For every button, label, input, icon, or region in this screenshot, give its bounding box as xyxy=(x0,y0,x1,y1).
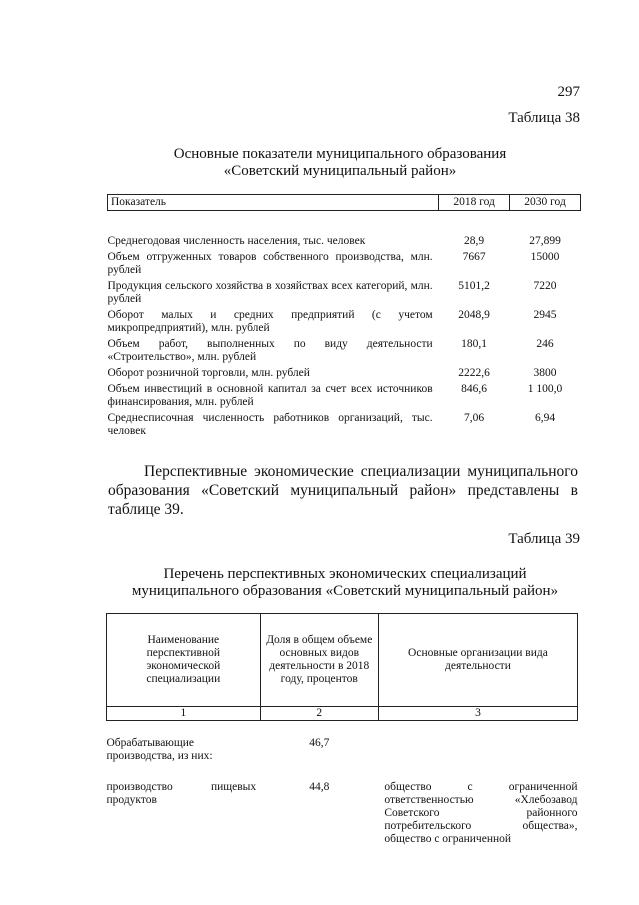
table39-title xyxy=(108,566,582,600)
table-row xyxy=(107,781,578,846)
table-row xyxy=(108,309,581,338)
column-number: 3 xyxy=(378,707,577,721)
header-share: Доля в общем объеме основных видов деятельности в 2018 году, процентов xyxy=(260,614,378,707)
row-value-2030: 15000 xyxy=(530,251,560,263)
table-row xyxy=(107,721,578,782)
row-value-2018: 7667 xyxy=(462,251,486,263)
row-name: Объем инвестиций в основной капитал за счет всех источников финансирования, млн. рублей xyxy=(107,383,433,408)
table-row xyxy=(108,280,581,309)
row-value-2018: 28,9 xyxy=(464,235,485,247)
table-row xyxy=(108,367,581,383)
row-value-2030: 1 100,0 xyxy=(527,383,563,395)
row-organizations: общество с ограниченной ответственностью «Хлебозавод Советского районного потребительского общества», общество с ограниченной xyxy=(384,781,578,845)
row-value-2030: 7220 xyxy=(533,280,557,292)
row-share: 46,7 xyxy=(309,737,330,749)
row-value-2018: 2048,9 xyxy=(458,309,490,321)
row-value-2030: 2945 xyxy=(533,309,557,321)
row-share: 44,8 xyxy=(309,781,330,793)
row-value-2018: 5101,2 xyxy=(458,280,490,292)
table38-title-line2: «Советский муниципальный район» xyxy=(223,163,457,179)
header-2030: 2030 год xyxy=(510,195,581,211)
table-row xyxy=(108,383,581,412)
table39-label: Таблица 39 xyxy=(508,531,580,547)
table-row xyxy=(108,251,581,280)
table-row xyxy=(108,338,581,367)
row-value-2018: 846,6 xyxy=(461,383,488,395)
indicators-table xyxy=(107,194,581,441)
header-indicator: Показатель xyxy=(108,195,439,211)
row-name: Объем отгруженных товаров собственного производства, млн. рублей xyxy=(107,251,433,276)
row-name: Оборот малых и средних предприятий (с учетом микропредприятий), млн. рублей xyxy=(107,309,433,334)
table38-title xyxy=(110,146,570,180)
row-name: Объем работ, выполненных по виду деятельности «Строительство», млн. рублей xyxy=(107,338,433,363)
header-2018: 2018 год xyxy=(439,195,510,211)
column-number: 1 xyxy=(107,707,261,721)
row-value-2030: 27,899 xyxy=(529,235,561,247)
page-number: 297 xyxy=(557,84,580,100)
row-name: Среднегодовая численность населения, тыс. человек xyxy=(107,235,366,247)
table-row xyxy=(108,412,581,441)
header-organizations: Основные организации вида деятельности xyxy=(378,614,577,707)
row-value-2030: 3800 xyxy=(533,367,557,379)
table-header-row xyxy=(107,614,578,707)
table-header-row xyxy=(108,195,581,211)
specializations-table xyxy=(106,613,578,846)
row-value-2018: 2222,6 xyxy=(458,367,490,379)
row-name: Продукция сельского хозяйства в хозяйствах всех категорий, млн. рублей xyxy=(107,280,433,305)
body-paragraph xyxy=(108,462,578,519)
row-name: Обрабатывающие производства, из них: xyxy=(106,737,213,762)
row-name: производство пищевых продуктов xyxy=(106,781,257,806)
table39-title-line1: Перечень перспективных экономических специализаций xyxy=(163,566,527,582)
column-number: 2 xyxy=(260,707,378,721)
row-value-2030: 6,94 xyxy=(534,412,556,424)
row-name: Оборот розничной торговли, млн. рублей xyxy=(107,367,310,379)
row-organizations xyxy=(378,721,577,782)
table38-label: Таблица 38 xyxy=(508,110,580,126)
table38-title-line1: Основные показатели муниципального образования xyxy=(173,146,507,162)
table39-title-line2: муниципального образования «Советский муниципальный район» xyxy=(131,583,559,599)
column-numbers-row xyxy=(107,707,578,721)
row-value-2030: 246 xyxy=(536,338,554,350)
header-specialization: Наименование перспективной экономической специализации xyxy=(107,614,261,707)
row-value-2018: 7,06 xyxy=(464,412,485,424)
paragraph-text: Перспективные экономические специализации муниципального образования «Советский муниципальный район» представлены в таблице 39. xyxy=(108,463,578,518)
row-name: Среднесписочная численность работников организаций, тыс. человек xyxy=(107,412,433,437)
table-row xyxy=(108,211,581,252)
row-value-2018: 180,1 xyxy=(461,338,488,350)
